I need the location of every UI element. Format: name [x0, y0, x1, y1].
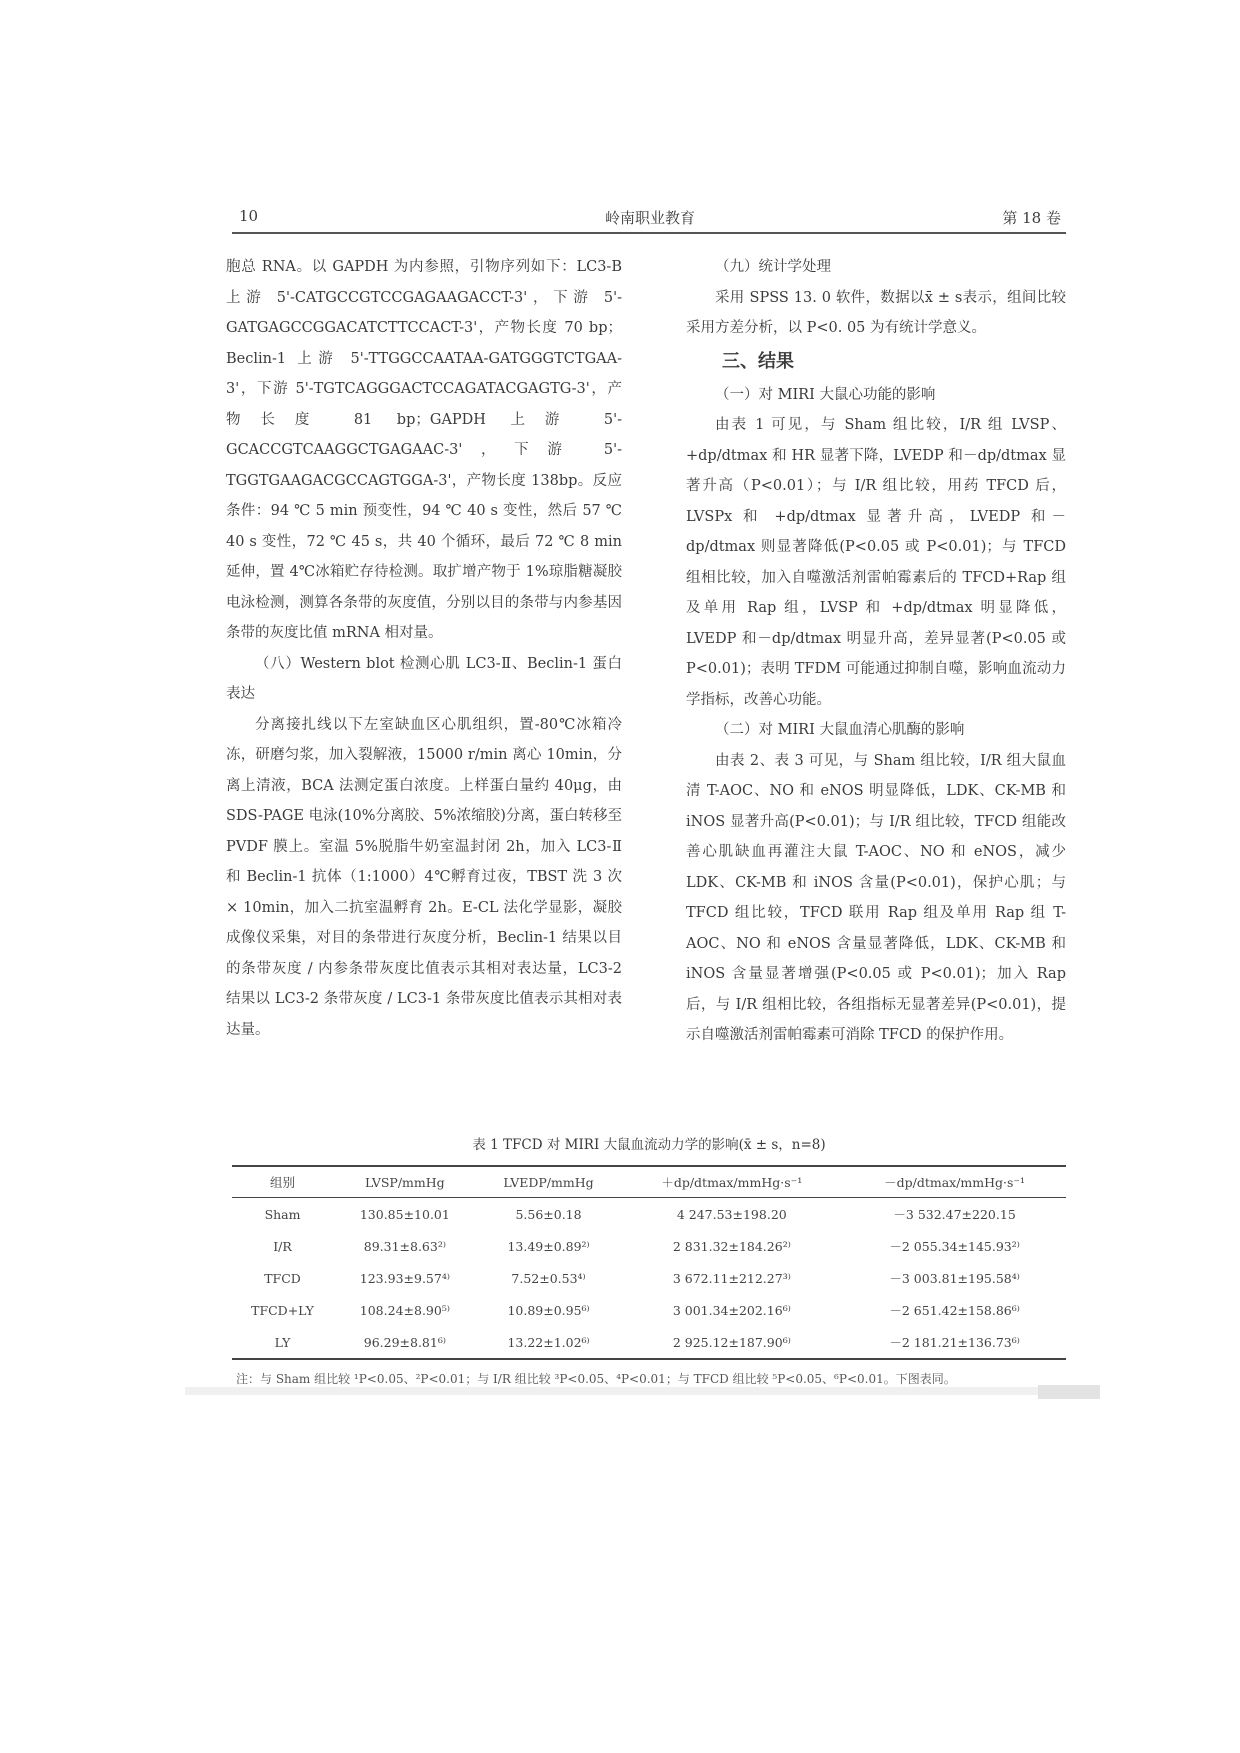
- results-paragraph-2: 由表 2、表 3 可见，与 Sham 组比较，I/R 组大鼠血清 T-AOC、NO 和 eNOS 明显降低，LDK、CK-MB 和 iNOS 显著升高(P<0.01)；与 I/R 组比较，TFCD 组能改善心肌缺血再灌注大鼠 T-AOC、NO 和 eNOS，减少 LDK、CK-MB 和 iNOS 含量(P<0.01)，保护心肌；与 TFCD 组比较，TFCD 联用 Rap 组及单用 Rap 组 T-AOC、NO 和 eNOS 含量显著降低，LDK、CK-MB 和 iNOS 含量显著增强(P<0.05 或 P<0.01)；加入 Rap 后，与 I/R 组相比较，各组指标无显著差异(P<0.01)，提示自噬激活剂雷帕霉素可消除 TFCD 的保护作用。: [686, 752, 1066, 1043]
- mean-sd-symbol: x̄ ± s: [924, 289, 963, 306]
- right-column: [686, 252, 1066, 1051]
- table-cell: 2 831.32±184.26²⁾: [672, 1238, 791, 1254]
- table-header-cell: ＋dp/dtmax/mmHg·s⁻¹: [620, 1166, 843, 1198]
- table-cell: 2 925.12±187.90⁶⁾: [620, 1326, 843, 1359]
- scan-shadow: [185, 1387, 1100, 1395]
- results-paragraph-1: 由表 1 可见，与 Sham 组比较，I/R 组 LVSP、+dp/dtmax 和 HR 显著下降，LVEDP 和－dp/dtmax 显著升高（P<0.01）；与 I/R 组比较，用药 TFCD 后，LVSPx 和 +dp/dtmax 显著升高，LVEDP 和－dp/dtmax 则显著降低(P<0.05 或 P<0.01)；与 TFCD 组相比较，加入自噬激活剂雷帕霉素后的 TFCD+Rap 组及单用 Rap 组，LVSP 和 +dp/dtmax 明显降低，LVEDP 和－dp/dtmax 明显升高，差异显著(P<0.05 或 P<0.01)；表明 TFDM 可能通过抑制自噬，影响血流动力学指标，改善心功能。: [686, 417, 1066, 708]
- table-header-cell: LVSP/mmHg: [333, 1166, 477, 1198]
- section-heading-9: （九）统计学处理: [715, 259, 831, 275]
- table-caption: 表 1 TFCD 对 MIRI 大鼠血流动力学的影响(x̄ ± s，n=8): [472, 1137, 826, 1153]
- table-row: [232, 1294, 1066, 1326]
- table-row: [232, 1262, 1066, 1294]
- results-heading-2: （二）对 MIRI 大鼠血清心肌酶的影响: [715, 722, 965, 738]
- header-rule: [232, 232, 1066, 234]
- table-row: [232, 1326, 1066, 1359]
- table-row: [232, 1230, 1066, 1262]
- table-cell: －2 181.21±136.73⁶⁾: [843, 1326, 1066, 1359]
- page-number: 10: [239, 207, 259, 225]
- table-cell: LY: [232, 1326, 333, 1359]
- table-cell: －2 651.42±158.86⁶⁾: [889, 1303, 1020, 1318]
- table-cell: 3 672.11±212.27³⁾: [672, 1270, 791, 1286]
- section-heading-8: （八）Western blot 检测心肌 LC3-Ⅱ、Beclin-1 蛋白表达: [226, 655, 622, 702]
- table-cell: 3 001.34±202.16⁶⁾: [672, 1302, 791, 1318]
- table-body: [232, 1198, 1066, 1360]
- table-note: 注：与 Sham 组比较 ¹P<0.05、²P<0.01；与 I/R 组比较 ³P<0.05、⁴P<0.01；与 TFCD 组比较 ⁵P<0.05、⁶P<0.01。下图表同。: [236, 1372, 956, 1386]
- table-cell: 10.89±0.95⁶⁾: [507, 1302, 590, 1318]
- statistics-paragraph: [686, 283, 1066, 344]
- hemodynamics-table: [232, 1165, 1066, 1360]
- table-header-cell: LVEDP/mmHg: [477, 1166, 621, 1198]
- table-cell: 123.93±9.57⁴⁾: [359, 1270, 450, 1286]
- table-cell: 4 247.53±198.20: [676, 1206, 787, 1222]
- table-header-cell: 组别: [232, 1166, 333, 1198]
- table-cell: 108.24±8.90⁵⁾: [359, 1302, 450, 1318]
- table-header-cell: －dp/dtmax/mmHg·s⁻¹: [843, 1166, 1066, 1198]
- table-cell: －3 532.47±220.15: [893, 1207, 1016, 1222]
- table-cell: TFCD+LY: [251, 1302, 314, 1318]
- journal-name: 岭南职业教育: [604, 209, 695, 227]
- table-cell: 5.56±0.18: [515, 1206, 582, 1222]
- table-cell: 13.49±0.89²⁾: [507, 1238, 590, 1254]
- table-cell: Sham: [264, 1206, 301, 1222]
- table-cell: 13.22±1.02⁶⁾: [477, 1326, 621, 1359]
- table-header-row: [232, 1166, 1066, 1198]
- table-cell: －2 055.34±145.93²⁾: [889, 1239, 1020, 1254]
- table-cell: 96.29±8.81⁶⁾: [333, 1326, 477, 1359]
- table-cell: －3 003.81±195.58⁴⁾: [889, 1271, 1020, 1286]
- left-column: [226, 252, 622, 1045]
- table-cell: 89.31±8.63²⁾: [363, 1238, 446, 1254]
- table-row: [232, 1198, 1066, 1231]
- section-title-results: 三、结果: [722, 350, 794, 372]
- volume-label: 第 18 卷: [1002, 209, 1061, 227]
- western-blot-paragraph: 分离接扎线以下左室缺血区心肌组织，置-80℃冰箱冷冻，研磨匀浆，加入裂解液，15000 r/min 离心 10min，分离上清液，BCA 法测定蛋白浓度。上样蛋白量约 40μg，由 SDS-PAGE 电泳(10%分离胶、5%浓缩胶)分离，蛋白转移至 PVDF 膜上。室温 5%脱脂牛奶室温封闭 2h，加入 LC3-Ⅱ 和 Beclin-1 抗体（1:1000）4℃孵育过夜，TBST 洗 3 次 × 10min，加入二抗室温孵育 2h。E-CL 法化学显影，凝胶成像仪采集，对目的条带进行灰度分析，Beclin-1 结果以目的条带灰度 / 内参条带灰度比值表示其相对表达量，LC3-2 结果以 LC3-2 条带灰度 / LC3-1 条带灰度比值表示其相对表达量。: [226, 716, 622, 1038]
- results-heading-1: （一）对 MIRI 大鼠心功能的影响: [715, 386, 936, 403]
- statistics-text-c: 表示，组间比较采用方差分析，以 P<0. 05 为有统计学意义。: [686, 289, 1066, 336]
- table-cell: I/R: [273, 1238, 292, 1254]
- page-header: [235, 207, 1065, 235]
- table-cell: 7.52±0.53⁴⁾: [511, 1270, 586, 1286]
- statistics-text-a: 采用 SPSS 13. 0 软件，数据以: [715, 289, 925, 306]
- method-paragraph: 胞总 RNA。以 GAPDH 为内参照，引物序列如下：LC3-B 上游 5'-CATGCCGTCCGAGAAGACCT-3'，下游 5'-GATGAGCCGGACATCTTCCACT-3'，产物长度 70 bp；Beclin-1 上游 5'-TTGGCCAATAA-GATGGGTCTGAA-3'，下游 5'-TGTCAGGGACTCCAGATACGAGTG-3'，产物长度 81 bp；GAPDH 上游 5'-GCACCGTCAAGGCTGAGAAC-3'，下游 5'-TGGTGAAGACGCCAGTGGA-3'，产物长度 138bp。反应条件：94 ℃ 5 min 预变性，94 ℃ 40 s 变性，然后 57 ℃ 40 s 变性，72 ℃ 45 s，共 40 个循环，最后 72 ℃ 8 min 延伸，置 4℃冰箱贮存待检测。取扩增产物于 1%琼脂糖凝胶电泳检测，测算各条带的灰度值，分别以目的条带与内参基因条带的灰度比值 mRNA 相对量。: [226, 259, 622, 641]
- table-cell: 130.85±10.01: [359, 1206, 450, 1222]
- scan-shadow-edge: [1038, 1385, 1100, 1399]
- table-cell: TFCD: [264, 1270, 301, 1286]
